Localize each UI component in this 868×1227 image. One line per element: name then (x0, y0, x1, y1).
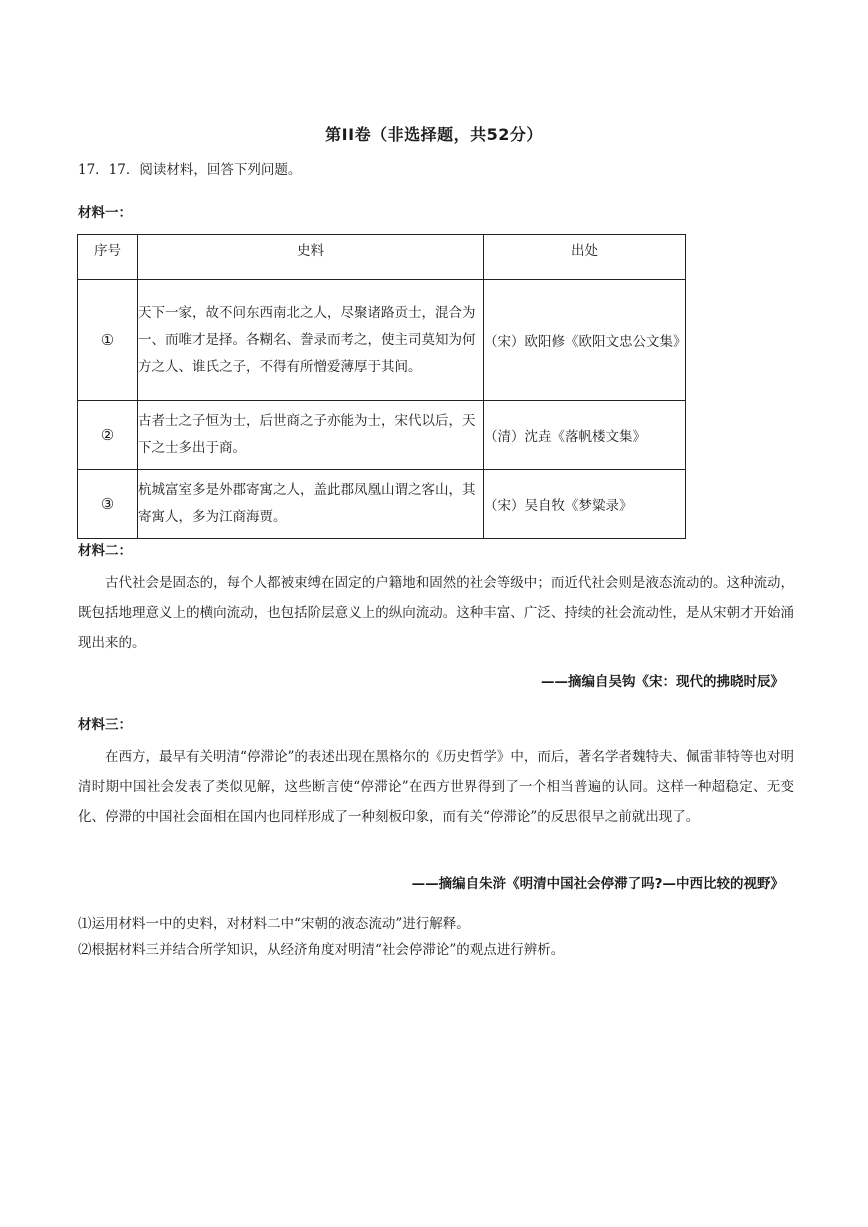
row-source-text: 杭城富室多是外郡寄寓之人，盖此郡凤凰山谓之客山，其寄寓人，多为江商海贾。 (138, 470, 484, 539)
material-2-label: 材料二： (78, 543, 132, 559)
table-header-row (78, 235, 686, 280)
question-prompt: 17．17．阅读材料，回答下列问题。 (78, 162, 302, 178)
table-row (78, 280, 686, 401)
table-row (78, 470, 686, 539)
header-number: 序号 (78, 235, 138, 280)
row-origin: （宋）欧阳修《欧阳文忠公文集》 (484, 280, 686, 401)
material-3-attribution: ——摘编自朱浒《明清中国社会停滞了吗?—中西比较的视野》 (411, 876, 784, 892)
row-source-text: 天下一家，故不问东西南北之人，尽聚诸路贡士，混合为一、而唯才是择。各糊名、誊录而考之，使主司莫知为何方之人、谁氏之子，不得有所憎爱薄厚于其间。 (138, 280, 484, 401)
source-table (77, 234, 686, 539)
header-origin: 出处 (484, 235, 686, 280)
material-1-label: 材料一： (78, 205, 132, 221)
sub-question-2: ⑵根据材料三并结合所学知识，从经济角度对明清“社会停滞论”的观点进行辨析。 (78, 942, 565, 958)
sub-question-1: ⑴运用材料一中的史料，对材料二中“宋朝的液态流动”进行解释。 (78, 916, 470, 932)
table-row (78, 401, 686, 470)
header-source-text: 史料 (138, 235, 484, 280)
material-3-text: 在西方，最早有关明清“停滞论”的表述出现在黑格尔的《历史哲学》中，而后，著名学者魏特夫、佩雷菲特等也对明清时期中国社会发表了类似见解，这些断言使“停滞论”在西方世界得到了一个相当普遍的认同。这样一种超稳定、无变化、停滞的中国社会面相在国内也同样形成了一种刻板印象，而有关“停滞论”的反思很早之前就出现了。 (78, 749, 794, 825)
row-source-text: 古者士之子恒为士，后世商之子亦能为士，宋代以后，天下之士多出于商。 (138, 401, 484, 470)
row-number: ① (78, 280, 138, 401)
row-number: ② (78, 401, 138, 470)
material-2-attribution: ——摘编自吴钩《宋：现代的拂晓时辰》 (541, 674, 784, 690)
material-3-label: 材料三： (78, 717, 132, 733)
material-2-text: 古代社会是固态的，每个人都被束缚在固定的户籍地和固然的社会等级中；而近代社会则是液态流动的。这种流动，既包括地理意义上的横向流动，也包括阶层意义上的纵向流动。这种丰富、广泛、持续的社会流动性，是从宋朝才开始涌现出来的。 (78, 575, 794, 651)
row-origin: （清）沈垚《落帆楼文集》 (484, 401, 686, 470)
row-origin: （宋）吴自牧《梦粱录》 (484, 470, 686, 539)
row-number: ③ (78, 470, 138, 539)
section-title: 第II卷（非选择题，共52分） (325, 125, 543, 144)
